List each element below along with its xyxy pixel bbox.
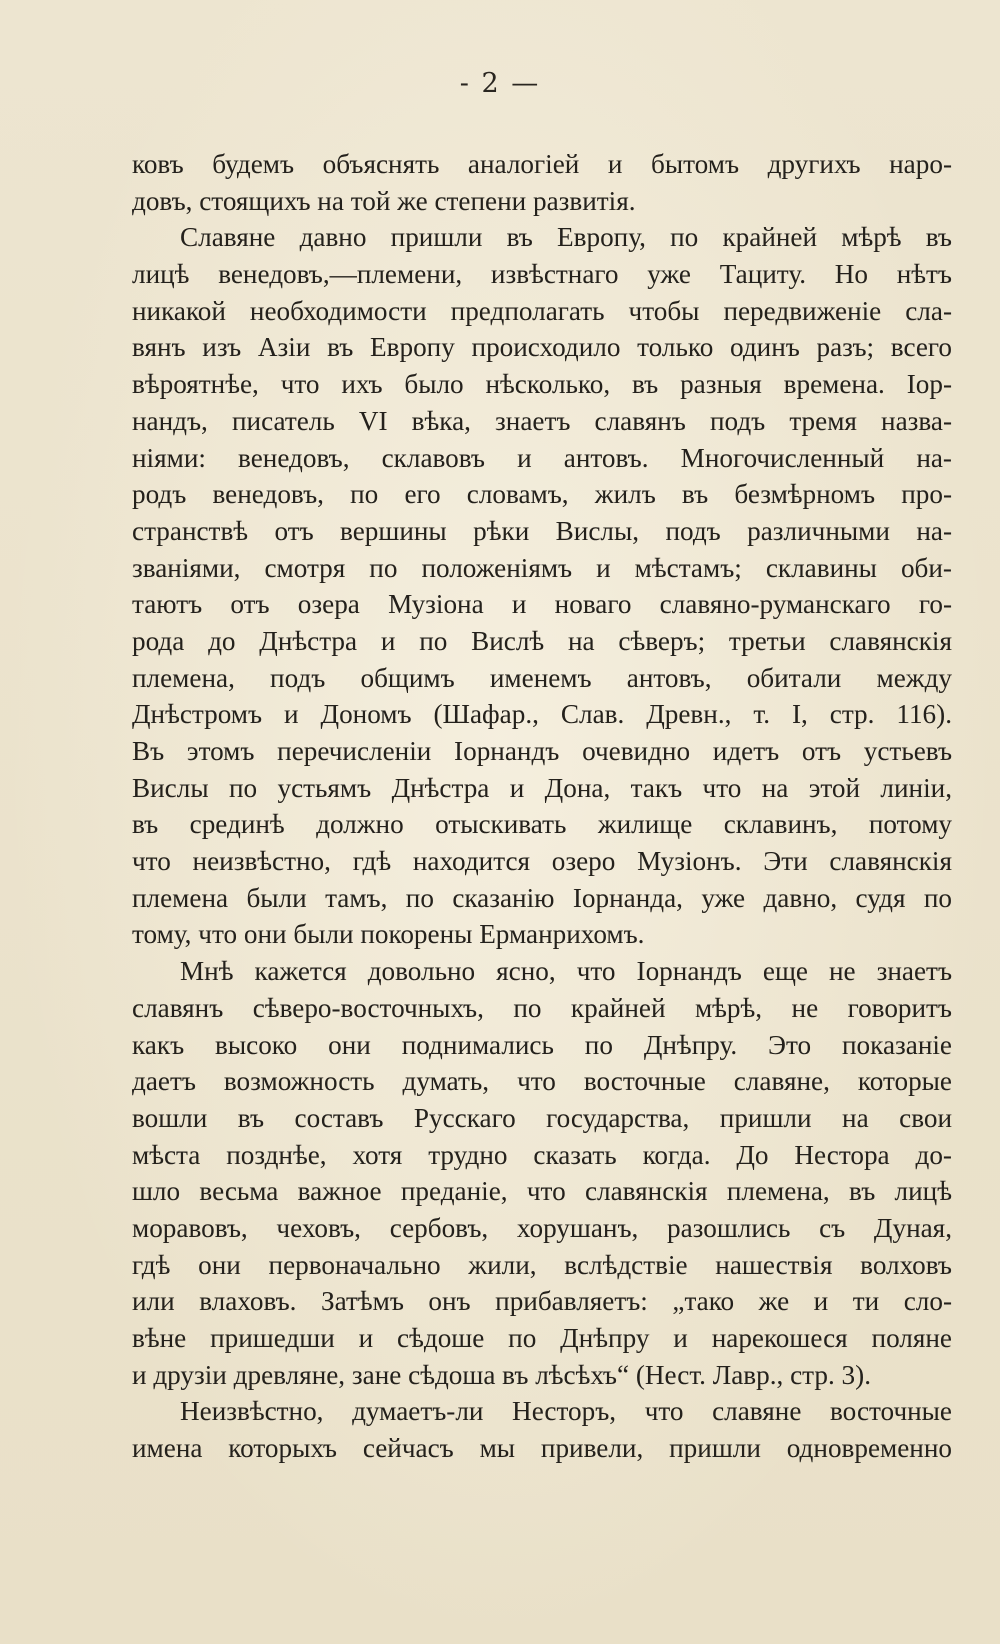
text-line: Вислы по устьямъ Днѣстра и Дона, такъ что на этой линіи, xyxy=(132,772,952,803)
text-line: Неизвѣстно, думаетъ-ли Несторъ, что славяне восточные xyxy=(180,1396,952,1427)
text-line: вянъ изъ Азіи въ Европу происходило только одинъ разъ; всего xyxy=(132,332,952,363)
text-line: моравовъ, чеховъ, сербовъ, хорушанъ, разошлись съ Дуная, xyxy=(132,1212,952,1243)
text-line: рода до Днѣстра и по Вислѣ на сѣверъ; третьи славянскія xyxy=(132,625,952,656)
text-line: Въ этомъ перечисленіи Іорнандъ очевидно идетъ отъ устьевъ xyxy=(132,736,952,766)
text-line: славянъ сѣверо-восточныхъ, по крайней мѣрѣ, не говоритъ xyxy=(132,992,952,1023)
text-line: довъ, стоящихъ на той же степени развитія. xyxy=(132,185,636,216)
text-line: племена были тамъ, по сказанію Іорнанда, уже давно, судя по xyxy=(132,882,952,913)
text-line: Днѣстромъ и Дономъ (Шафар., Слав. Древн., т. I, стр. 116). xyxy=(132,699,952,730)
text-line: шло весьма важное преданіе, что славянскія племена, въ лицѣ xyxy=(132,1176,952,1207)
text-line: лицѣ венедовъ,—племени, извѣстнаго уже Тациту. Но нѣтъ xyxy=(132,259,952,290)
text-line: даетъ возможность думать, что восточные славяне, которые xyxy=(132,1066,952,1097)
text-line: Славяне давно пришли въ Европу, по крайней мѣрѣ въ xyxy=(180,222,952,253)
text-line: имена которыхъ сейчасъ мы привели, пришли одновременно xyxy=(132,1433,952,1464)
text-line: таютъ отъ озера Музіона и новаго славяно-руманскаго го- xyxy=(132,589,952,620)
text-line: ковъ будемъ объяснять аналогіей и бытомъ другихъ наро- xyxy=(132,149,952,179)
text-line: тому, что они были покорены Ерманрихомъ. xyxy=(132,919,645,950)
text-line: родъ венедовъ, по его словамъ, жилъ въ безмѣрномъ про- xyxy=(132,479,952,510)
text-line: нандъ, писатель VI вѣка, знаетъ славянъ подъ тремя назва- xyxy=(132,405,952,436)
text-line: званіями, смотря по положеніямъ и мѣстамъ; склавины оби- xyxy=(132,552,952,583)
text-line: мѣста позднѣе, хотя трудно сказать когда. До Нестора до- xyxy=(132,1139,952,1170)
text-line: и друзіи древляне, зане сѣдоша въ лѣсѣхъ“ (Нест. Лавр., стр. 3). xyxy=(132,1359,871,1390)
text-line: или влаховъ. Затѣмъ онъ прибавляетъ: „тако же и ти сло- xyxy=(132,1286,952,1317)
body-text xyxy=(132,146,952,1467)
text-line: въ срединѣ должно отыскивать жилище склавинъ, потому xyxy=(132,809,952,840)
text-line: какъ высоко они поднимались по Днѣпру. Это показаніе xyxy=(132,1029,952,1060)
text-line: никакой необходимости предполагать чтобы передвиженіе сла- xyxy=(132,295,952,326)
text-line: вошли въ составъ Русскаго государства, пришли на свои xyxy=(132,1102,952,1133)
text-line: ніями: венедовъ, склавовъ и антовъ. Многочисленный на- xyxy=(132,442,952,473)
text-line: странствѣ отъ вершины рѣки Вислы, подъ различными на- xyxy=(132,515,952,546)
text-line: что неизвѣстно, гдѣ находится озеро Музіонъ. Эти славянскія xyxy=(132,846,952,877)
page-number: - 2 — xyxy=(459,68,541,99)
text-line: племена, подъ общимъ именемъ антовъ, обитали между xyxy=(132,662,952,693)
text-line: Мнѣ кажется довольно ясно, что Іорнандъ еще не знаетъ xyxy=(180,956,952,987)
text-line: гдѣ они первоначально жили, вслѣдствіе нашествія волховъ xyxy=(132,1249,952,1280)
text-line: вѣроятнѣе, что ихъ было нѣсколько, въ разныя времена. Іор- xyxy=(132,369,952,400)
text-line: вѣне пришедши и сѣдоше по Днѣпру и нарекошеся поляне xyxy=(132,1323,952,1353)
